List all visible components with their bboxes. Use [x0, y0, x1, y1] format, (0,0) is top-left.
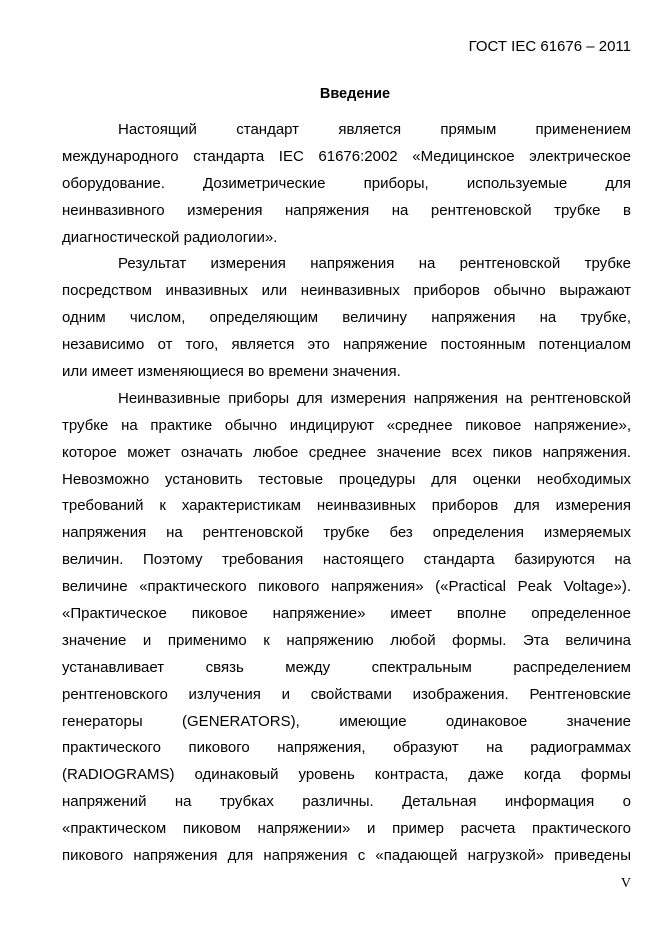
paragraph-line: Результат измерения напряжения на рентгеновской трубке [118, 255, 631, 273]
paragraph-line: «практическом пиковом напряжении» и пример расчета практического [62, 820, 631, 838]
paragraph-line: неинвазивного измерения напряжения на рентгеновской трубке в [62, 201, 631, 219]
paragraph-line: международного стандарта IEC 61676:2002 «Медицинское электрическое [62, 147, 631, 165]
paragraph-line: Неинвазивные приборы для измерения напряжения на рентгеновской [118, 389, 631, 407]
paragraph-line: оборудование. Дозиметрические приборы, используемые для [62, 174, 631, 192]
document-header: ГОСТ IEC 61676 – 2011 [468, 38, 631, 55]
paragraph-line: Невозможно установить тестовые процедуры для оценки необходимых [62, 470, 631, 488]
paragraph-line: величин. Поэтому требования настоящего стандарта базируются на [62, 551, 631, 569]
paragraph-line: независимо от того, является это напряжение постоянным потенциалом [62, 336, 631, 354]
page-number: V [620, 876, 631, 891]
paragraph-line: величине «практического пикового напряжения» («Practical Peak Voltage»). [62, 578, 631, 596]
paragraph-line: генераторы (GENERATORS), имеющие одинаковое значение [62, 712, 631, 730]
paragraph-line: «Практическое пиковое напряжение» имеет вполне определенное [62, 605, 631, 623]
paragraph-line: или имеет изменяющиеся во времени значения. [62, 363, 401, 381]
paragraph-line: устанавливает связь между спектральным распределением [62, 658, 631, 676]
paragraph-line: требований к характеристикам неинвазивных приборов для измерения [62, 497, 631, 515]
paragraph-line: напряжений на трубках различны. Детальная информация о [62, 793, 631, 811]
section-title: Введение [319, 86, 391, 102]
paragraph-line: напряжения на рентгеновской трубке без определения измеряемых [62, 524, 631, 542]
paragraph-line: значение и применимо к напряжению любой формы. Эта величина [62, 631, 631, 649]
paragraph-line: трубке на практике обычно индицируют «среднее пиковое напряжение», [62, 416, 631, 434]
paragraph-line: посредством инвазивных или неинвазивных приборов обычно выражают [62, 282, 631, 300]
paragraph-line: диагностической радиологии». [62, 228, 278, 246]
paragraph-line: (RADIOGRAMS) одинаковый уровень контраста, даже когда формы [62, 766, 631, 784]
document-body [62, 120, 631, 873]
paragraph-line: практического пикового напряжения, образуют на радиограммах [62, 739, 631, 757]
paragraph-line: рентгеновского излучения и свойствами изображения. Рентгеновские [62, 685, 631, 703]
paragraph-line: одним числом, определяющим величину напряжения на трубке, [62, 309, 631, 327]
paragraph-line: которое может означать любое среднее значение всех пиков напряжения. [62, 443, 631, 461]
paragraph-line: Настоящий стандарт является прямым применением [118, 121, 631, 138]
paragraph-line: пикового напряжения для напряжения с «падающей нагрузкой» приведены [62, 847, 631, 865]
